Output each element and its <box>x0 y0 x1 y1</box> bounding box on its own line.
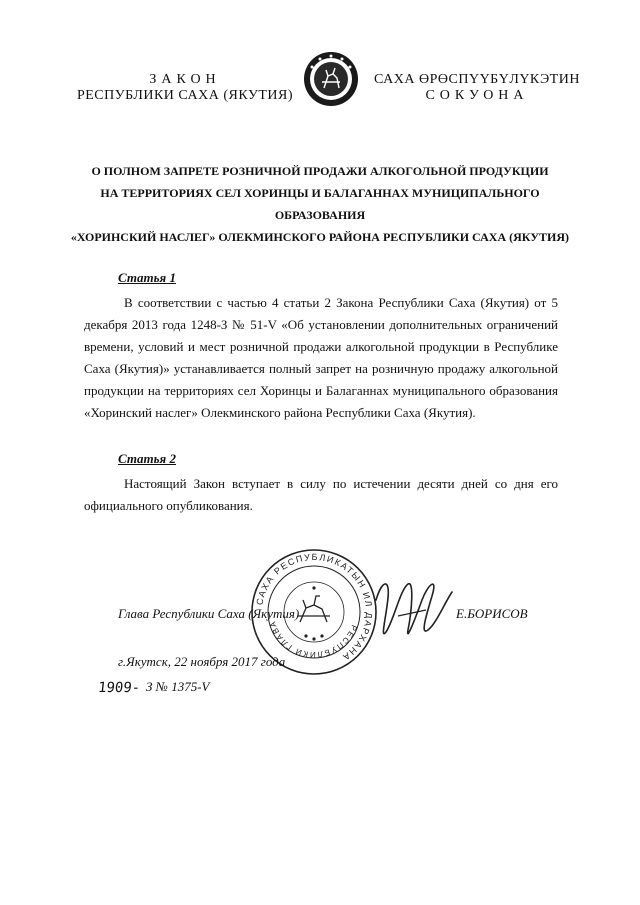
title-line-1: О ПОЛНОМ ЗАПРЕТЕ РОЗНИЧНОЙ ПРОДАЖИ АЛКОГОЛЬНОЙ ПРОДУКЦИИ <box>91 164 549 178</box>
header-right <box>362 72 592 104</box>
signatory-name: Е.БОРИСОВ <box>456 606 528 621</box>
article-2-heading: Статья 2 <box>118 451 176 466</box>
header-left-line2: РЕСПУБЛИКИ САХА (ЯКУТИЯ) <box>76 88 294 103</box>
handwritten-signature <box>368 570 458 650</box>
header-right-line1: САХА ӨРӨСПҮҮБҮЛҮКЭТИН <box>374 72 580 87</box>
article-1-heading: Статья 1 <box>118 270 176 285</box>
seal-inner-text: РЕСПУБЛИКИ ГЛАВА <box>267 619 359 660</box>
article-1-text: В соответствии с частью 4 статьи 2 Закона Республики Саха (Якутия) от 5 декабря 2013 года 1248-З № 51-V «Об установлении дополнительных ограничений времени, условий и мест розничной продажи алкогольной продукции в Республике Саха (Якутия)» устанавливается полный запрет на розничную продажу алкогольной продукции на территориях сел Хоринцы и Балаганнах муниципального образования «Хоринский наслег» Олекминского района Республики Саха (Якутия). <box>84 295 558 420</box>
seal-outer-text: САХА РЕСПУБЛИКАТЫН ИЛ ДАРХАНА <box>254 551 375 663</box>
header-left-line1: ЗАКОН <box>149 72 221 87</box>
coat-of-arms-emblem <box>302 50 360 108</box>
signatory-position: Глава Республики Саха (Якутия) <box>118 606 300 621</box>
law-number: З № 1375-V <box>146 679 210 694</box>
article-2-text: Настоящий Закон вступает в силу по истечении десяти дней со дня его официального опубликования. <box>84 476 558 513</box>
header-left <box>70 72 300 104</box>
document-title <box>60 160 580 248</box>
header-right-line2: СОКУОНА <box>425 88 529 103</box>
handwritten-registration-number: 1909- <box>97 680 141 696</box>
title-line-3: «ХОРИНСКИЙ НАСЛЕГ» ОЛЕКМИНСКОГО РАЙОНА РЕСПУБЛИКИ САХА (ЯКУТИЯ) <box>70 230 570 244</box>
place-and-date: г.Якутск, 22 ноября 2017 года <box>118 654 286 669</box>
title-line-2: НА ТЕРРИТОРИЯХ СЕЛ ХОРИНЦЫ И БАЛАГАННАХ МУНИЦИПАЛЬНОГО ОБРАЗОВАНИЯ <box>100 186 540 222</box>
